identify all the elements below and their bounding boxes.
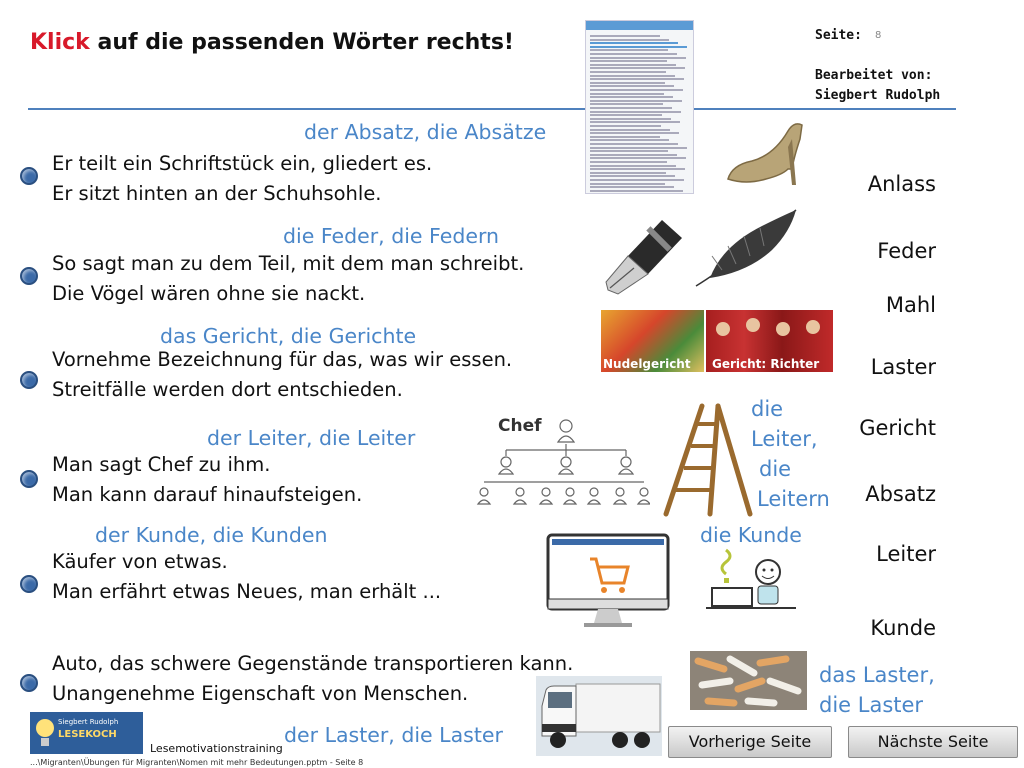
pasta-dish-image <box>601 310 704 372</box>
news-person-image <box>704 548 798 610</box>
page-number: 8 <box>875 30 882 41</box>
answer-feder: die Feder, die Federn <box>283 224 500 248</box>
program-name: Lesemotivationstraining <box>150 742 283 755</box>
bullet-row-3[interactable] <box>20 371 38 389</box>
judges-image <box>706 310 833 372</box>
next-page-button[interactable]: Nächste Seite <box>848 726 1018 758</box>
edited-by-label: Bearbeitet von: <box>815 68 933 83</box>
caption-gericht-richter: Gericht: Richter <box>712 357 820 371</box>
kunde-feminine-label: die Kunde <box>700 523 802 547</box>
clue-row-3: Vornehme Bezeichnung für das, was wir essen. Streitfälle werden dort entschieden. <box>52 348 513 401</box>
answer-absatz: der Absatz, die Absätze <box>304 120 547 144</box>
answer-leiter: der Leiter, die Leiter <box>207 426 416 450</box>
word-choice-kunde[interactable]: Kunde <box>870 616 936 640</box>
clue-row-2: So sagt man zu dem Teil, mit dem man schreibt. Die Vögel wären ohne sie nackt. <box>52 252 525 305</box>
answer-laster: der Laster, die Laster <box>284 723 503 747</box>
file-path: ...\Migranten\Übungen für Migranten\Nomen mit mehr Bedeutungen.pptm - Seite 8 <box>30 758 364 767</box>
bullet-row-4[interactable] <box>20 470 38 488</box>
bullet-row-6[interactable] <box>20 674 38 692</box>
word-choice-gericht[interactable]: Gericht <box>859 416 936 440</box>
shoe-image <box>722 117 806 189</box>
chef-label: Chef <box>498 416 542 436</box>
clue-row-5: Käufer von etwas. Man erfährt etwas Neues, man erhält ... <box>52 550 442 603</box>
document-thumbnail <box>585 20 694 194</box>
word-choice-absatz[interactable]: Absatz <box>865 482 936 506</box>
lightbulb-icon <box>34 716 56 750</box>
answer-kunde: der Kunde, die Kunden <box>95 523 328 547</box>
org-chart-image <box>470 412 650 512</box>
fountain-pen-image <box>604 216 686 298</box>
bullet-row-1[interactable] <box>20 167 38 185</box>
answer-gericht: das Gericht, die Gerichte <box>160 324 417 348</box>
leseskoch-logo: Siegbert Rudolph LESEKOCH <box>30 712 143 754</box>
cigarettes-image <box>690 651 807 710</box>
word-choice-mahl[interactable]: Mahl <box>885 293 936 317</box>
clue-row-1: Er teilt ein Schriftstück ein, gliedert es. Er sitzt hinten an der Schuhsohle. <box>52 152 433 205</box>
truck-image <box>536 676 662 756</box>
caption-nudelgericht: Nudelgericht <box>603 357 691 371</box>
laster-neuter-label: das Laster, die Laster <box>819 663 935 717</box>
word-choice-laster[interactable]: Laster <box>870 355 936 379</box>
word-choice-feder[interactable]: Feder <box>877 239 936 263</box>
ladder-image <box>660 402 756 518</box>
header-divider <box>28 108 956 110</box>
leiter-feminine-label: die Leiter, die Leitern <box>751 397 830 511</box>
word-choice-leiter[interactable]: Leiter <box>876 542 936 566</box>
previous-page-button[interactable]: Vorherige Seite <box>668 726 832 758</box>
bullet-row-2[interactable] <box>20 267 38 285</box>
editor-name: Siegbert Rudolph <box>815 88 941 103</box>
word-choice-anlass[interactable]: Anlass <box>867 172 936 196</box>
clue-row-4: Man sagt Chef zu ihm. Man kann darauf hinaufsteigen. <box>52 453 363 506</box>
bullet-row-5[interactable] <box>20 575 38 593</box>
page-title: Klick auf die passenden Wörter rechts! <box>30 30 514 55</box>
feather-image <box>692 206 800 288</box>
monitor-shop-image <box>546 533 670 629</box>
clue-row-6: Auto, das schwere Gegenstände transportieren kann. Unangenehme Eigenschaft von Menschen. <box>52 652 574 705</box>
page-label: Seite: <box>815 28 862 43</box>
